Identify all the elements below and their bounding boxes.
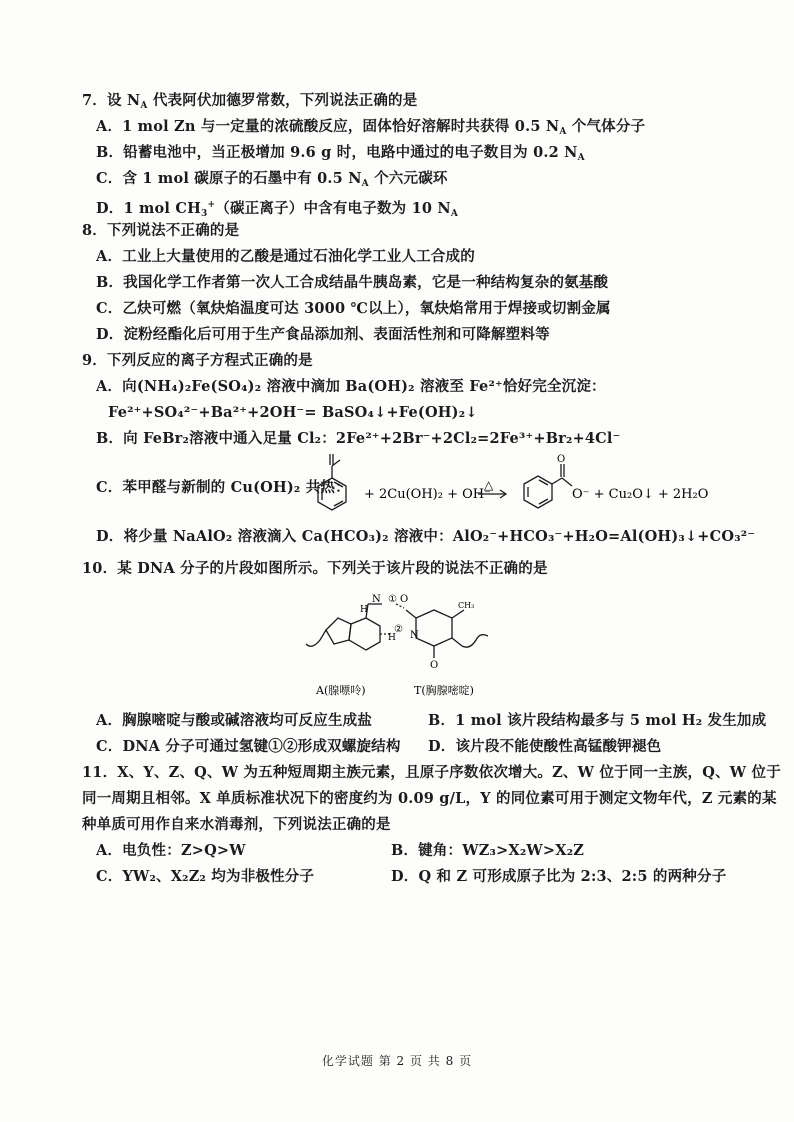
q7-option-c: C．含 1 mol 碳原子的石墨中有 0.5 $N_A$ 个六元碳环 <box>96 170 448 189</box>
adenine-structure <box>306 604 392 650</box>
q8-option-c: C．乙炔可燃（氧炔焰温度可达 3000 ℃以上），氧炔焰常用于焊接或切割金属 <box>96 300 611 317</box>
q7-stem: 7．设 $N_A$ 代表阿伏加德罗常数，下列说法正确的是 <box>82 92 418 111</box>
q9-option-a: A．向(NH₄)₂Fe(SO₄)₂ 溶液中滴加 Ba(OH)₂ 溶液至 Fe²⁺恰好完全沉淀： <box>96 378 606 395</box>
svg-text:N: N <box>372 594 381 605</box>
q9c-reagents: + 2Cu(OH)₂ + OH⁻ <box>364 487 491 502</box>
adenine-label: A(腺嘌呤) <box>316 684 366 697</box>
q10-stem: 10．某 DNA 分子的片段如图所示。下列关于该片段的说法不正确的是 <box>82 560 548 577</box>
q11-option-b: B．键角：WZ₃>X₂W>X₂Z <box>391 842 585 859</box>
q8-option-a: A．工业上大量使用的乙酸是通过石油化学工业人工合成的 <box>96 248 475 265</box>
carbonyl-o-label: O <box>557 454 566 465</box>
q8-stem: 8．下列说法不正确的是 <box>82 222 240 239</box>
q9-option-a-equation: Fe²⁺+SO₄²⁻+Ba²⁺+2OH⁻= BaSO₄↓+Fe(OH)₂↓ <box>108 404 478 421</box>
q10-option-b: B．1 mol 该片段结构最多与 5 mol H₂ 发生加成 <box>428 712 767 729</box>
svg-text:N: N <box>410 630 419 641</box>
svg-text:O: O <box>430 660 439 671</box>
benzaldehyde-structure <box>318 454 346 510</box>
svg-text:H: H <box>388 633 396 643</box>
q9-option-d: D．将少量 NaAlO₂ 溶液滴入 Ca(HCO₃)₂ 溶液中：AlO₂⁻+HCO₃⁻+H₂O=Al(OH)₃↓+CO₃²⁻ <box>96 528 756 545</box>
q9c-reaction-scheme <box>310 452 709 524</box>
q10-option-c: C．DNA 分子可通过氢键①②形成双螺旋结构 <box>96 738 401 755</box>
benzoate-structure <box>524 464 572 508</box>
q11-option-c: C．YW₂、X₂Z₂ 均为非极性分子 <box>96 868 315 885</box>
page-footer: 化学试题 第 2 页 共 8 页 <box>321 1054 473 1068</box>
q11-option-a: A．电负性：Z>Q>W <box>96 842 246 859</box>
q8-option-d: D．淀粉经酯化后可用于生产食品添加剂、表面活性剂和可降解塑料等 <box>96 326 550 343</box>
q7-option-d: D．1 mol $CH_3^+$（碳正离子）中含有电子数为 10 $N_A$ <box>96 200 459 219</box>
svg-text:H: H <box>360 605 368 615</box>
hydrogen-bond-2-label: ② <box>394 624 403 635</box>
q11-stem-line1: 11．X、Y、Z、Q、W 为五种短周期主族元素，且原子序数依次增大。Z、W 位于同一主族，Q、W 位于 <box>82 764 781 781</box>
q11-stem-line2: 同一周期且相邻。X 单质标准状况下的密度约为 0.09 g/L，Y 的同位素可用于测定文物年代，Z 元素的某 <box>82 790 777 807</box>
q7-option-b: B．铅蓄电池中，当正极增加 9.6 g 时，电路中通过的电子数目为 0.2 $N_A$ <box>96 144 585 163</box>
q9-stem: 9．下列反应的离子方程式正确的是 <box>82 352 313 369</box>
q7-option-a: A．1 mol Zn 与一定量的浓硫酸反应，固体恰好溶解时共获得 0.5 $N_A$ 个气体分子 <box>96 118 646 137</box>
q10-option-d: D．该片段不能使酸性高锰酸钾褪色 <box>428 738 662 755</box>
q9-option-b: B．向 FeBr₂溶液中通入足量 Cl₂：2Fe²⁺+2Br⁻+2Cl₂=2Fe³⁺+Br₂+4Cl⁻ <box>96 430 621 447</box>
q9c-products: O⁻ + Cu₂O↓ + 2H₂O <box>572 487 709 502</box>
q8-option-b: B．我国化学工作者第一次人工合成结晶牛胰岛素，它是一种结构复杂的氨基酸 <box>96 274 609 291</box>
svg-text:O: O <box>400 594 409 605</box>
q10-option-a: A．胸腺嘧啶与酸或碱溶液均可反应生成盐 <box>96 712 373 729</box>
q11-option-d: D．Q 和 Z 可形成原子比为 2:3、2:5 的两种分子 <box>391 868 727 885</box>
delta-symbol: △ <box>484 478 494 492</box>
thymine-label: T(胸腺嘧啶) <box>414 684 474 697</box>
dna-fragment-diagram <box>296 588 496 700</box>
q9-option-c: C．苯甲醛与新制的 Cu(OH)₂ 共热： <box>96 479 350 496</box>
hydrogen-bond-1-label: ① <box>388 594 397 605</box>
svg-text:CH₃: CH₃ <box>458 601 475 610</box>
q11-stem-line3: 种单质可用作自来水消毒剂，下列说法正确的是 <box>82 816 391 833</box>
